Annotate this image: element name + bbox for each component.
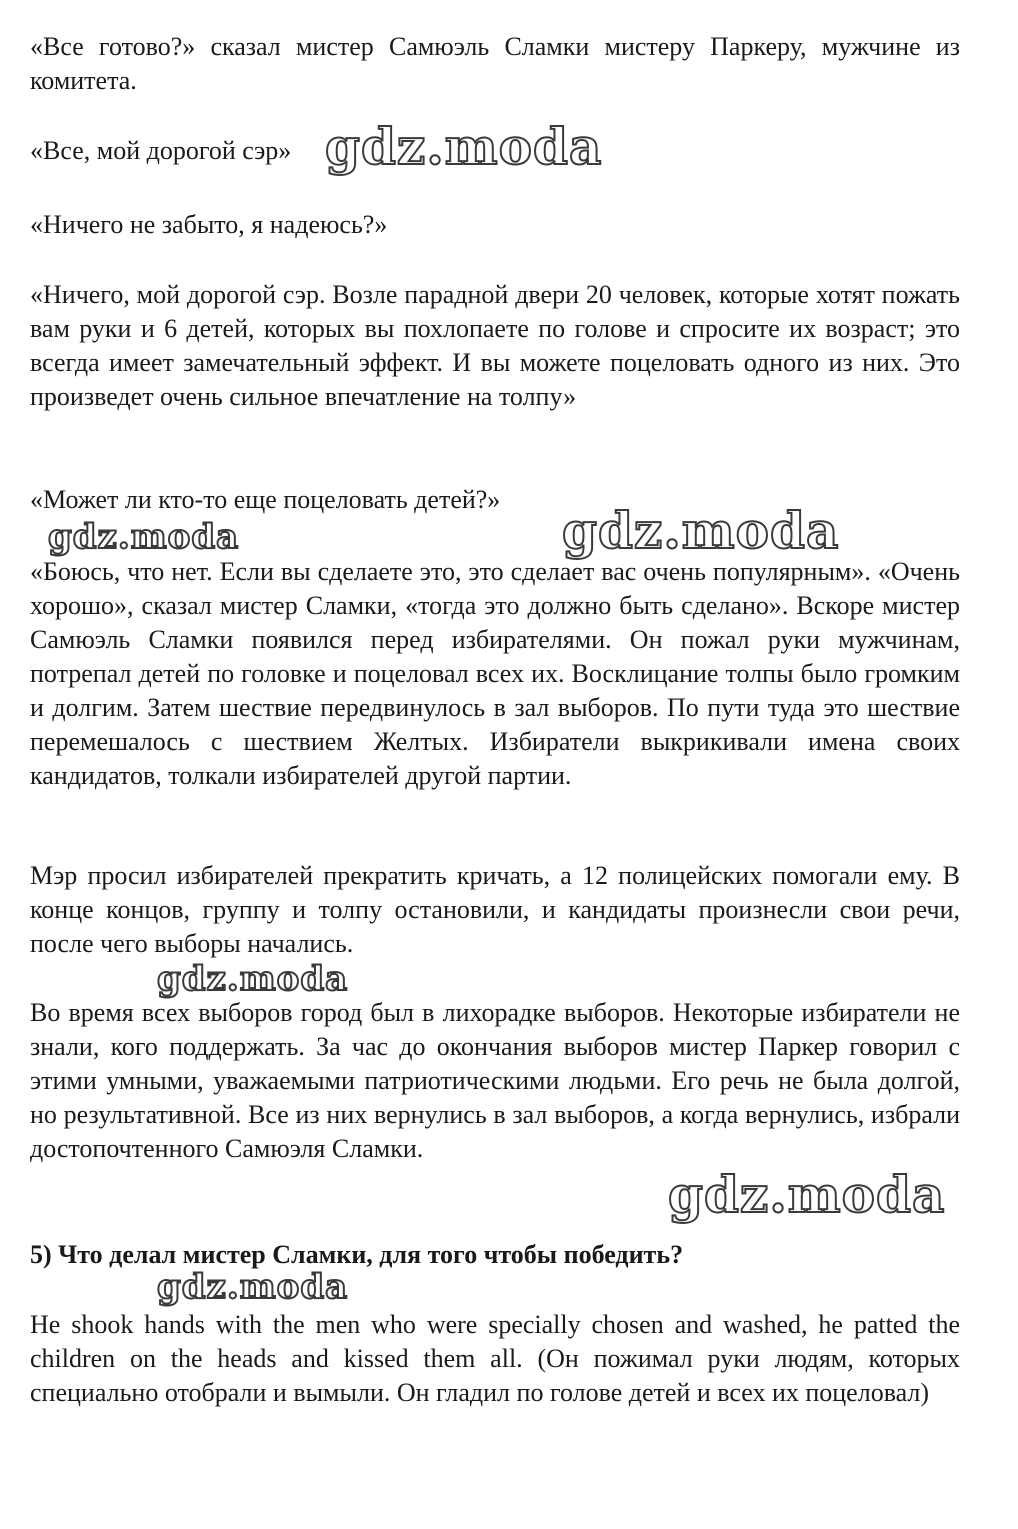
watermark-logo: gdz.moda <box>562 501 840 560</box>
paragraph-7: Мэр просил избирателей прекратить кричать, а 12 полицейских помогали ему. В конце концов, группу и толпу остановили, и кандидаты произнесли свои речи, после чего выборы начались. <box>30 861 960 958</box>
paragraph-1: «Все готово?» сказал мистер Самюэль Сламки мистеру Паркеру, мужчине из комитета. <box>30 32 960 95</box>
watermark-logo: gdz.moda <box>48 517 240 557</box>
paragraph-3: «Ничего не забыто, я надеюсь?» <box>30 210 388 239</box>
paragraph-8: Во время всех выборов город был в лихорадке выборов. Некоторые избиратели не знали, кого поддержать. За час до окончания выборов мистер Паркер говорил с этими умными, уважаемыми патриотическими людьми. Его речь не была долгой, но результативной. Все из них вернулись в зал выборов, а когда вернулись, избрали достопочтенного Самюэля Сламки. <box>30 998 960 1163</box>
answer-paragraph: He shook hands with the men who were specially chosen and washed, he patted the children on the heads and kissed them all. (Он пожимал руки людям, которых специально отобрали и вымыли. Он гладил по голове детей и всех их поцеловал) <box>30 1310 960 1407</box>
watermark-logo: gdz.moda <box>157 1267 349 1307</box>
watermark-logo: gdz.moda <box>325 117 603 176</box>
watermark-logo: gdz.moda <box>157 959 349 999</box>
paragraph-6: «Боюсь, что нет. Если вы сделаете это, это сделает вас очень популярным». «Очень хорошо», сказал мистер Сламки, «тогда это должно быть сделано». Вскоре мистер Самюэль Сламки появился перед избирателями. Он пожал руки мужчинам, потрепал детей по головке и поцеловал всех их. Восклицание толпы было громким и долгим. Затем шествие передвинулось в зал выборов. По пути туда это шествие перемешалось с шествием Желтых. Избиратели выкрикивали имена своих кандидатов, толкали избирателей другой партии. <box>30 557 960 790</box>
paragraph-4: «Ничего, мой дорогой сэр. Возле парадной двери 20 человек, которые хотят пожать вам руки и 6 детей, которых вы похлопаете по голове и спросите их возраст; это всегда имеет замечательный эффект. И вы можете поцеловать одного из них. Это произведет очень сильное впечатление на толпу» <box>30 280 960 411</box>
paragraph-5: «Может ли кто-то еще поцеловать детей?» <box>30 485 501 514</box>
paragraph-2: «Все, мой дорогой сэр» <box>30 136 292 165</box>
watermark-logo: gdz.moda <box>668 1165 946 1224</box>
question-heading: 5) Что делал мистер Сламки, для того чтобы победить? <box>30 1240 684 1269</box>
